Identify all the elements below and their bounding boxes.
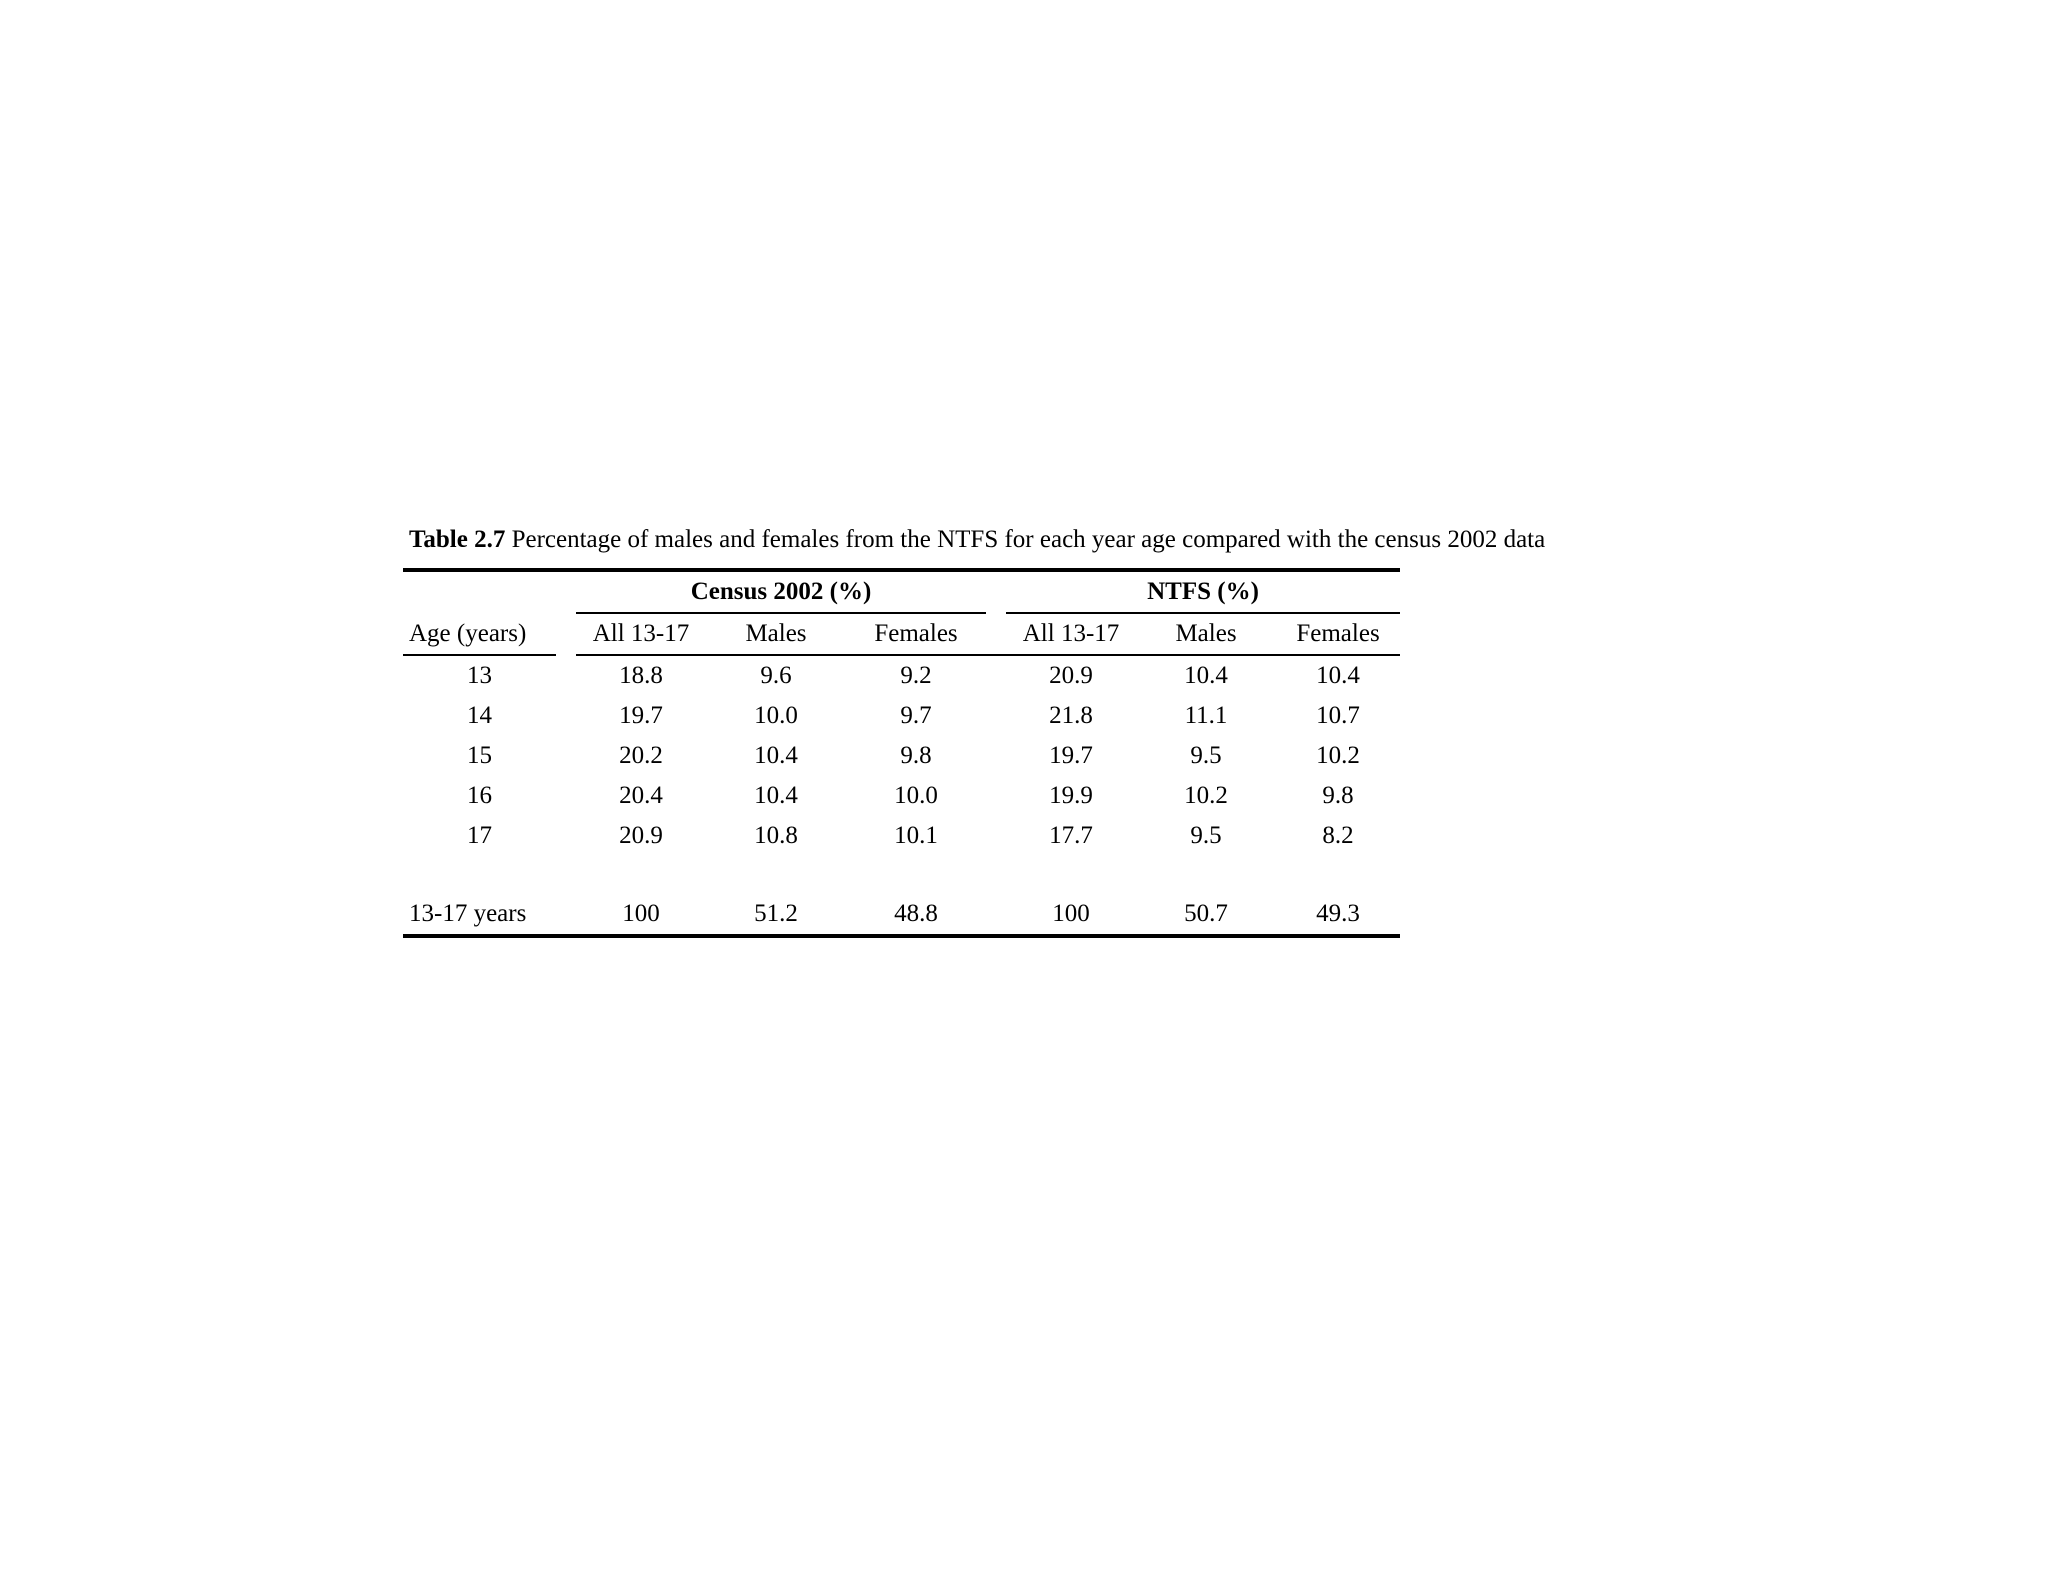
cell-age: 16 [467,782,492,809]
col-header-census-all: All 13-17 [576,613,706,655]
cell-age: 15 [467,742,492,769]
cell-total-census-males: 51.2 [754,900,798,927]
cell-ntfs-females: 9.8 [1322,782,1354,809]
cell-ntfs-all: 21.8 [1049,702,1093,729]
cell-census-females: 10.0 [894,782,938,809]
cell-ntfs-females: 10.2 [1316,742,1360,769]
cell-ntfs-males: 11.1 [1184,702,1228,729]
cell-ntfs-all: 20.9 [1049,662,1093,689]
cell-census-males: 9.6 [760,662,792,689]
table-caption [409,524,1545,556]
cell-census-males: 10.4 [754,782,798,809]
total-row [403,894,1400,936]
data-table [403,568,1400,938]
cell-total-census-all: 100 [622,900,660,927]
group-census: Census 2002 (%) [576,570,986,613]
cell-age: 17 [467,822,492,849]
cell-census-males: 10.0 [754,702,798,729]
table-row [403,816,1400,856]
cell-total-age: 13-17 years [409,900,527,927]
data-table-container [403,568,1400,938]
cell-census-all: 20.2 [619,742,663,769]
cell-census-females: 9.2 [900,662,932,689]
cell-total-census-females: 48.8 [894,900,938,927]
spacer-row [403,856,1400,894]
col-header-ntfs-males: Males [1136,613,1276,655]
col-header-census-females: Females [846,613,986,655]
col-header-age: Age (years) [403,613,556,655]
cell-ntfs-males: 10.4 [1184,662,1228,689]
cell-census-males: 10.8 [754,822,798,849]
column-header-row [403,613,1400,655]
cell-census-all: 20.9 [619,822,663,849]
cell-ntfs-females: 10.7 [1316,702,1360,729]
group-ntfs: NTFS (%) [1006,570,1400,613]
table-row [403,776,1400,816]
cell-age: 13 [467,662,492,689]
col-header-census-males: Males [706,613,846,655]
cell-ntfs-all: 19.7 [1049,742,1093,769]
cell-ntfs-females: 10.4 [1316,662,1360,689]
cell-ntfs-males: 10.2 [1184,782,1228,809]
cell-census-females: 9.8 [900,742,932,769]
table-row [403,655,1400,696]
caption-text: Percentage of males and females from the NTFS for each year age compared with the census 2002 data [511,526,1546,553]
cell-census-females: 10.1 [894,822,938,849]
cell-ntfs-females: 8.2 [1322,822,1354,849]
caption-label: Table 2.7 [409,526,506,553]
cell-ntfs-all: 17.7 [1049,822,1093,849]
cell-census-females: 9.7 [900,702,932,729]
table-row [403,736,1400,776]
cell-census-all: 20.4 [619,782,663,809]
cell-ntfs-males: 9.5 [1190,822,1222,849]
cell-ntfs-all: 19.9 [1049,782,1093,809]
cell-total-ntfs-females: 49.3 [1316,900,1360,927]
cell-census-males: 10.4 [754,742,798,769]
col-header-ntfs-females: Females [1276,613,1400,655]
cell-total-ntfs-males: 50.7 [1184,900,1228,927]
cell-ntfs-males: 9.5 [1190,742,1222,769]
cell-census-all: 18.8 [619,662,663,689]
table-row [403,696,1400,736]
col-header-ntfs-all: All 13-17 [1006,613,1136,655]
cell-age: 14 [467,702,492,729]
group-header-row [403,570,1400,613]
cell-census-all: 19.7 [619,702,663,729]
cell-total-ntfs-all: 100 [1052,900,1090,927]
